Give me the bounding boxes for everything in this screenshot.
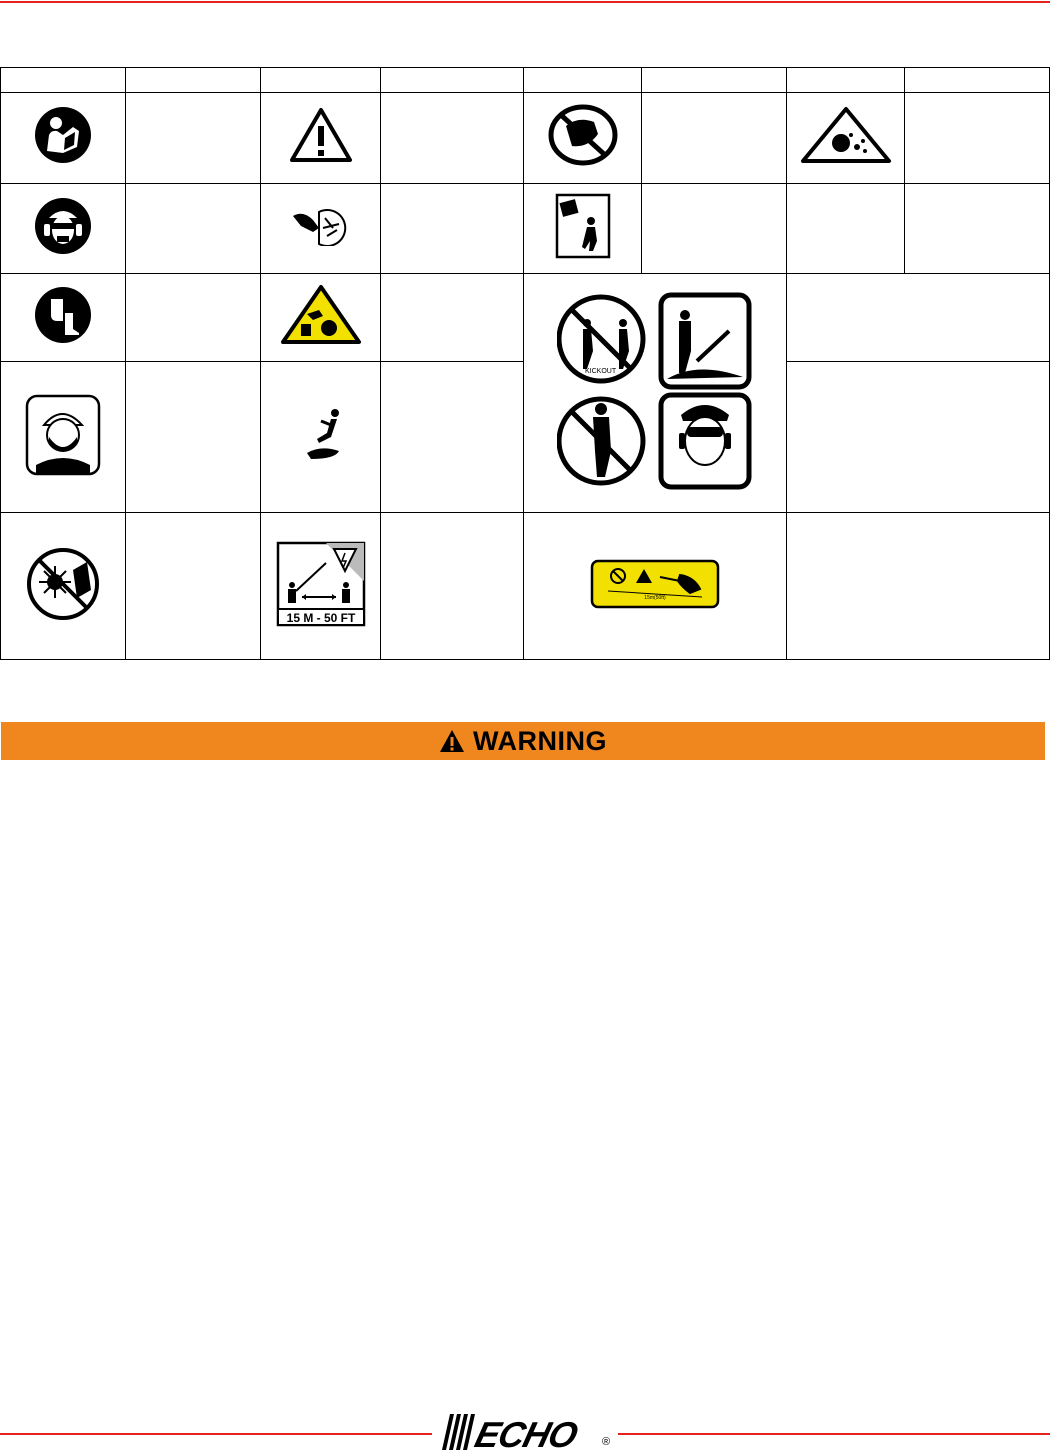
symbol-cell (261, 362, 381, 513)
description-cell (381, 93, 524, 183)
top-rule (0, 1, 1050, 3)
header-cell (381, 68, 524, 93)
kickout-label: KICKOUT (585, 367, 617, 375)
description-cell (126, 93, 261, 183)
ricochet-hazard-icon (555, 193, 611, 259)
header-cell (1, 68, 126, 93)
logo-stripes-icon (432, 1412, 476, 1452)
table-header-row (1, 68, 1050, 93)
symbol-cell (524, 93, 642, 183)
blade-thrust-warning-icon (279, 284, 363, 346)
decal-distance-label: 15m(50ft) (644, 594, 666, 601)
table-row (1, 513, 1050, 660)
power-line-distance-label: 15 M - 50 FT (286, 610, 355, 625)
symbol-cell (1, 274, 126, 362)
symbol-cell (261, 274, 381, 362)
description-cell (642, 183, 787, 273)
symbol-cell (1, 513, 126, 660)
thrown-objects-warning-icon (799, 105, 893, 165)
symbol-cell (261, 183, 381, 273)
description-cell (787, 513, 1050, 660)
description-cell (905, 183, 1050, 273)
slip-fall-icon (291, 405, 351, 465)
description-cell (381, 513, 524, 660)
registered-mark: ® (602, 1436, 611, 1448)
operator-safety-images-cell (524, 274, 787, 513)
header-cell (126, 68, 261, 93)
table-row (1, 274, 1050, 362)
description-cell (381, 362, 524, 513)
header-cell (642, 68, 787, 93)
symbol-cell (261, 513, 381, 660)
description-cell (126, 362, 261, 513)
table-row (1, 93, 1050, 183)
caution-triangle-icon (289, 106, 353, 164)
symbol-cell (261, 93, 381, 183)
header-cell (261, 68, 381, 93)
warning-label: WARNING (473, 725, 607, 756)
face-protection-icon (661, 395, 749, 487)
description-cell (905, 93, 1050, 183)
read-manual-icon (33, 105, 93, 165)
kickout-no-icon (559, 297, 643, 381)
symbol-cell (1, 183, 126, 273)
symbol-cell (787, 93, 905, 183)
symbol-cell (787, 183, 905, 273)
head-eye-ear-protection-icon (33, 196, 93, 256)
decal-cell (524, 513, 787, 660)
no-bystanders-icon (548, 104, 618, 166)
warning-banner (1, 722, 1045, 760)
description-cell (787, 274, 1050, 362)
gloves-boots-icon (33, 285, 93, 345)
description-cell (381, 183, 524, 273)
header-cell (787, 68, 905, 93)
rotating-blade-hand-icon (289, 206, 353, 246)
description-cell (381, 274, 524, 362)
description-cell (126, 183, 261, 273)
description-cell (642, 93, 787, 183)
warning-triangle-icon (439, 729, 465, 753)
description-cell (126, 274, 261, 362)
no-walking-icon (559, 399, 643, 483)
operator-stance-icon (661, 295, 749, 387)
description-cell (787, 362, 1050, 513)
safety-symbols-table (0, 67, 1050, 660)
logo-wordmark: ECHO (471, 1414, 582, 1455)
symbol-cell (1, 362, 126, 513)
header-cell (905, 68, 1050, 93)
header-cell (524, 68, 642, 93)
respirator-icon (24, 393, 102, 477)
operator-safety-illustrations (557, 291, 753, 491)
table-row (1, 183, 1050, 273)
echo-logo (432, 1412, 618, 1454)
symbol-cell (524, 183, 642, 273)
power-line-distance-icon (276, 541, 366, 627)
yellow-safety-decal (590, 559, 720, 609)
symbol-cell (1, 93, 126, 183)
description-cell (126, 513, 261, 660)
no-fire-sparks-icon (25, 546, 101, 622)
